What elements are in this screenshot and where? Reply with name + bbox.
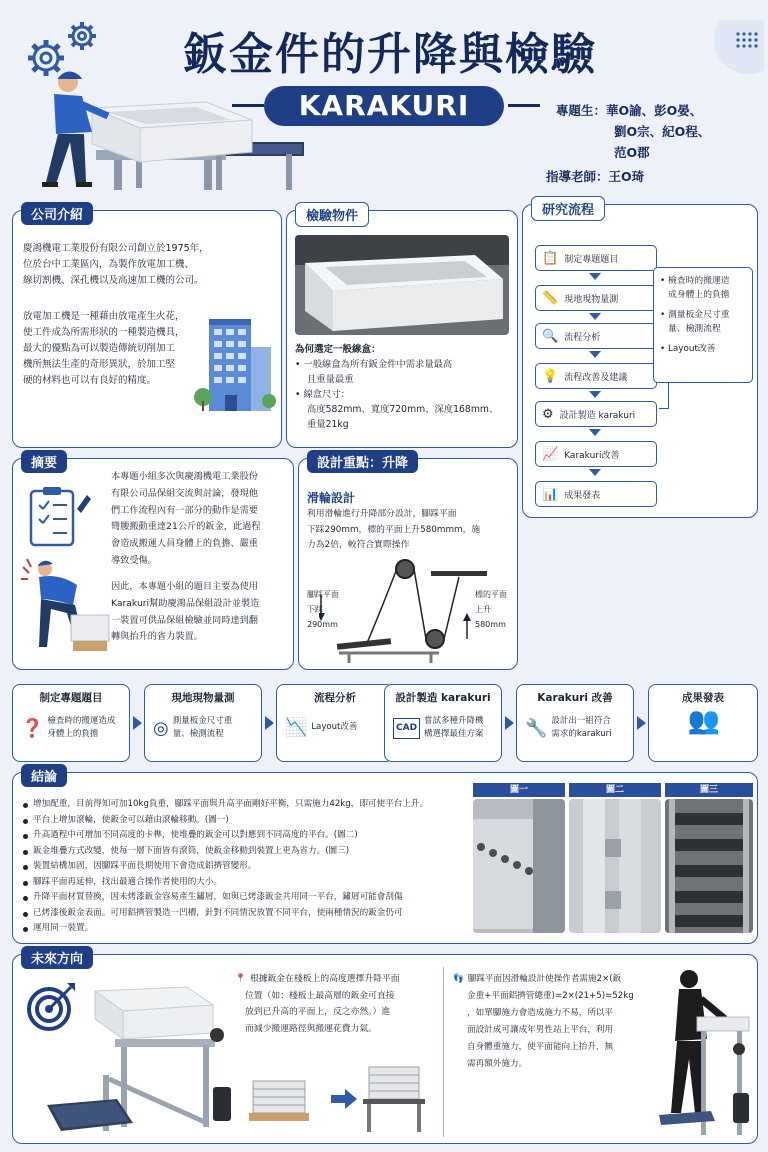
text-line: 自身體重施力，使平面能向上抬升，無 — [467, 1042, 614, 1052]
student-line: 范O郡 — [614, 145, 650, 160]
lightbulb-icon: 💡 — [542, 368, 559, 384]
text-line: 線切割機、深孔機以及高速加工機的公司。 — [23, 275, 204, 286]
list-item: 升高過程中可增加不同高度的卡榫，使堆疊的鈑金可以對應到不同高度的平台。(圖二) — [21, 828, 467, 844]
fig3-photo — [665, 799, 753, 933]
text-line: 導致受傷。 — [111, 554, 157, 566]
company-intro — [23, 241, 209, 289]
bullet-line: 高度582mm、寬度720mm、深度168mm、 — [307, 404, 499, 415]
design-text — [307, 507, 480, 554]
text-line: 們工作流程內有一部分的動作是需要 — [111, 504, 258, 516]
person-on-platform-illustration — [641, 965, 753, 1141]
text-line: 標的平面 — [475, 590, 507, 599]
text-line: 金重+平面鋁擠管總重)=2×(21+5)=52kg — [467, 991, 634, 1001]
research-panel — [522, 204, 758, 518]
list-item: 鈑金堆疊方式改變，使每一層下面皆有滾筒，使鈑金移動到裝置上更為省力。(圖三) — [21, 844, 467, 860]
clipboard-icon: 📋 — [542, 250, 559, 266]
text-line: 580mm — [475, 620, 506, 629]
text-line: 上升 — [475, 605, 491, 614]
students-block — [556, 100, 710, 163]
why-heading: 為何選定一般線盒： — [295, 344, 381, 355]
future-text-b: 👣 腳踩平面因滑輪設計使操作者需施2×(鈑 金重+平面鋁擠管總重)=2×(21+5)=52kg ，如單腳施力會造成施力不易，所以平 面設計成可讓成年男性站上平台，利用 自身體重施力，使平面能向上抬升，無 需再額外施力。 — [467, 971, 634, 1073]
header — [0, 0, 768, 200]
text-line: 機所無法生產的奇形異狀，於加工堅 — [23, 359, 176, 370]
process-card — [648, 684, 758, 762]
note-line: 成身體上的負擔 — [668, 290, 730, 300]
abstract-p2 — [111, 579, 259, 646]
text-line: 需再額外施力。 — [467, 1059, 528, 1069]
list-item: 已烤漆後鈑金表面。可用鋁擠管製造一凹槽，針對不同情況放置不同平台，使兩種情況的鈑金仍可 — [21, 906, 467, 922]
process-head: 成果發表 — [682, 692, 724, 704]
fig1-photo — [473, 799, 565, 933]
text-line: 位置（如：棧板上最高層的鈑金可直接 — [245, 990, 395, 1001]
list-item: 平台上增加滾輪，使鈑金可以藉由滾輪移動。(圖一) — [21, 813, 467, 829]
wrench-gear-icon: 🔧 — [525, 717, 548, 739]
building-icon — [193, 311, 277, 415]
design-subtitle: 滑輪設計 — [307, 491, 356, 505]
advisor-label: 指導老師： — [546, 169, 609, 184]
chart-line-icon: 📉 — [285, 717, 308, 738]
list-item: 腳踩平面再延伸，找出最適合操作者使用的大小。 — [21, 875, 467, 891]
fig2-photo — [569, 799, 661, 933]
lifting-worker-illustration — [19, 555, 111, 659]
bullet-line: • 一般線盒為所有鈑金件中需求量最高 — [295, 359, 453, 370]
text-line: 位於台中工業區內，為製作放電加工機、 — [23, 259, 195, 270]
presentation-icon: 👥 — [687, 706, 721, 736]
process-card: 設計製造 karakuri CAD 嘗試多種升降機 構選擇最佳方案 — [384, 684, 502, 762]
process-arrow — [265, 716, 274, 730]
flow-arrow — [589, 351, 601, 358]
text-line: 彎腰搬動重達21公斤的鈑金，此過程 — [111, 521, 261, 533]
title-rule-right — [508, 104, 540, 107]
company-edm — [23, 309, 185, 389]
text-line: 使工件成為所需形狀的一種製造機具， — [23, 327, 185, 338]
subtitle-badge: KARAKURI — [264, 86, 504, 126]
text-line: 而減少搬運路徑與搬運花費力氣。 — [245, 1023, 377, 1034]
sheet-metal-photo — [295, 235, 509, 335]
future-title: 未來方向 — [21, 946, 93, 969]
flow-arrow — [589, 391, 601, 398]
cad-icon: CAD — [393, 718, 420, 739]
text-line: 面設計成可讓成年男性站上平台，利用 — [467, 1025, 614, 1035]
note-line: 量、檢測流程 — [668, 324, 721, 334]
tape-measure-icon: ◎ — [153, 717, 169, 739]
flow-arrow — [589, 469, 601, 476]
conclusion-title: 結論 — [21, 764, 67, 787]
title-rule-left — [232, 104, 264, 107]
flow-step: ⚙ 設計製造 karakuri — [535, 401, 657, 427]
process-head: 流程分析 — [314, 692, 356, 704]
list-item: 裝置結構加固，因腳踩平面長期使用下會造成鋁擠管變形。 — [21, 859, 467, 875]
vertical-divider — [443, 967, 444, 1137]
research-title: 研究流程 — [531, 196, 605, 221]
list-item: 增加配重，目前得知可加10kg負重，腳踩平面與升高平面剛好平衡，只需施力42kg，即可使平台上升。 — [21, 797, 467, 813]
text-line: ，如單腳施力會造成施力不易，所以平 — [467, 1008, 614, 1018]
process-arrow — [637, 716, 646, 730]
inspection-title: 檢驗物件 — [295, 202, 369, 227]
inspection-panel — [286, 210, 518, 448]
text-line: 慶鴻機電工業股份有限公司創立於1975年， — [23, 243, 209, 254]
conclusion-panel — [12, 772, 758, 944]
conclusion-list — [21, 797, 467, 937]
flow-step: 📏 現地現物量測 — [535, 285, 657, 311]
list-item: 升降平面材質替換，因未烤漆鈑金容易產生鏽屑，如與已烤漆鈑金共用同一平台，鏽屑可能會刮傷 — [21, 890, 467, 906]
text-line: 一裝置可供品保組檢驗並同時達到翻 — [111, 614, 258, 626]
bullet-line: • 線盒尺寸： — [295, 389, 350, 400]
analysis-icon: 🔍 — [542, 328, 559, 344]
text-line: 硬的材料也可以有良好的精度。 — [23, 375, 157, 386]
fig-label: 圖一 — [473, 783, 565, 797]
process-arrow — [505, 716, 514, 730]
future-panel — [12, 954, 758, 1144]
flow-step: 💡 流程改善及建議 — [535, 363, 657, 389]
abstract-panel — [12, 458, 294, 670]
text-line: 最大的優點為可以製造傳統切削加工 — [23, 343, 176, 354]
text-line: 腳踩平面 — [307, 590, 339, 599]
decoration-dots — [708, 20, 764, 76]
process-card: 制定專題題目 ❓ 檢查時的搬運造成 身體上的負擔 — [12, 684, 130, 762]
text-line: 290mm — [307, 620, 338, 629]
text-line: 利用滑輪進行升降部分設計，腳踩平面 — [307, 509, 457, 519]
text-line: 下踩 — [307, 605, 323, 614]
pallet-stack-illustration — [245, 1065, 433, 1137]
flow-arrow — [589, 429, 601, 436]
flow-notes — [653, 267, 753, 383]
footprint-icon: 👣 — [453, 974, 464, 984]
process-head: Karakuri 改善 — [537, 692, 613, 704]
process-card: 流程分析 📉 Layout改善 — [276, 684, 394, 762]
note-line: • Layout改善 — [660, 344, 716, 354]
bullet-line: 重量21kg — [307, 419, 349, 430]
inspection-bullets — [295, 357, 498, 432]
company-panel — [12, 210, 282, 448]
question-person-icon: ❓ — [21, 717, 44, 739]
ruler-icon: 📏 — [542, 290, 559, 306]
text-line: Karakuri幫助慶鴻品保組設計並製造 — [111, 597, 260, 609]
page-title: 鈑金件的升降與檢驗 — [183, 29, 597, 80]
company-title: 公司介紹 — [21, 202, 93, 225]
advisor-block — [546, 167, 644, 185]
text-line: 轉與抬升的省力裝置。 — [111, 631, 203, 643]
worker-cart-illustration — [36, 62, 306, 200]
text-line: 會造成搬運人員身體上的負擔、嚴重 — [111, 538, 258, 550]
process-head: 現地現物量測 — [171, 692, 235, 704]
text-line: 力為2倍，較符合實際操作 — [307, 540, 410, 550]
list-item: 運用同一裝置。 — [21, 921, 467, 937]
flow-step: 🔍 流程分析 — [535, 323, 657, 349]
text-line: 放電加工機是一種藉由放電產生火花， — [23, 311, 185, 322]
process-card: 現地現物量測 ◎ 測量板金尺寸重 量、檢測流程 — [144, 684, 262, 762]
flow-step: 📈 Karakuri改善 — [535, 441, 657, 467]
text-line: 因此，本專題小組的題目主要為使用 — [111, 581, 258, 592]
fig-label: 圖三 — [665, 783, 753, 797]
text-line: 下踩290mm，標的平面上升580mmm，施 — [307, 524, 481, 535]
design-title: 設計重點：升降 — [307, 450, 418, 473]
process-arrow — [133, 716, 142, 730]
chart-icon: 📈 — [542, 446, 559, 462]
student-line: 劉O宗、紀O程、 — [614, 124, 711, 139]
flow-arrow — [589, 313, 601, 320]
location-pin-icon: 📍 — [235, 974, 246, 984]
text-line: 本專題小組多次與慶鴻機電工業股份 — [111, 471, 258, 482]
right-label — [475, 587, 507, 632]
design-panel — [298, 458, 518, 670]
abstract-p1 — [111, 469, 261, 570]
student-line: 華O諭、彭O晏、 — [606, 103, 703, 118]
flow-step: 📋 制定專題題目 — [535, 245, 657, 271]
bullet-line: 且重量最重 — [307, 374, 354, 385]
note-line: • 測量板金尺寸重 — [660, 310, 730, 320]
future-text-a: 📍 根據鈑金在棧板上的高度選擇升降平面 位置（如：棧板上最高層的鈑金可直接 放到已升高的平面上，反之亦然。）進 而減少搬運路徑與搬運花費力氣。 — [245, 971, 400, 1037]
text-line: 放到已升高的平面上，反之亦然。）進 — [245, 1007, 391, 1017]
karakuri-device-illustration — [37, 975, 237, 1141]
text-line: 有限公司品保組交流與討論，發現他 — [111, 487, 258, 499]
left-label — [307, 587, 339, 632]
process-head: 設計製造 karakuri — [395, 692, 491, 704]
flow-arrow — [589, 273, 601, 280]
abstract-title: 摘要 — [21, 450, 67, 473]
advisor-name: 王O琦 — [608, 169, 645, 184]
flow-step: 📊 成果發表 — [535, 481, 657, 507]
checklist-icon — [23, 483, 93, 553]
process-card: Karakuri 改善 🔧 設計出一組符合 需求的karakuri — [516, 684, 634, 762]
gear-icon: ⚙ — [542, 406, 554, 422]
students-label: 專題生： — [556, 103, 607, 118]
note-line: • 檢查時的搬運造 — [660, 276, 730, 286]
process-head: 制定專題題目 — [39, 692, 103, 704]
fig-label: 圖二 — [569, 783, 661, 797]
presentation-icon: 📊 — [542, 486, 559, 502]
